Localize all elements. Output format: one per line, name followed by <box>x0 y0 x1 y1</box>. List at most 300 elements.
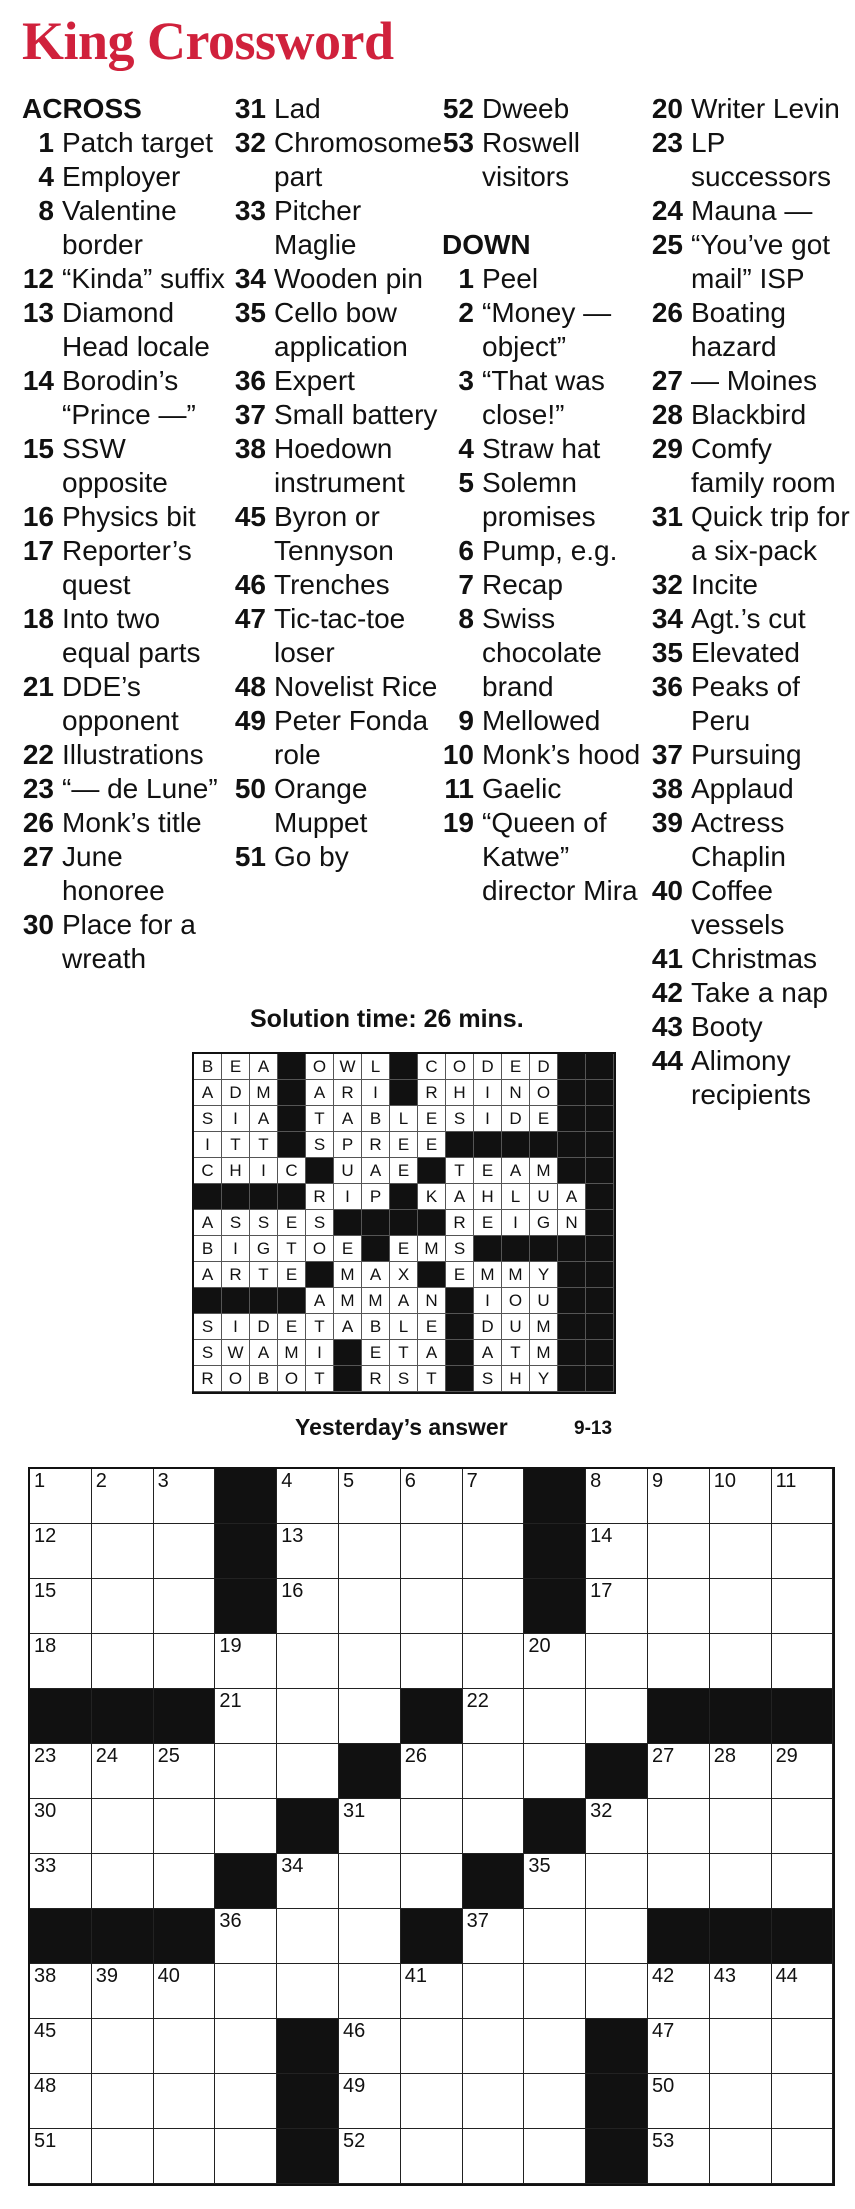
answer-letter: S <box>222 1210 250 1236</box>
answer-letter: S <box>194 1314 222 1340</box>
grid-square[interactable] <box>154 1964 216 2019</box>
answer-black-square <box>278 1184 306 1210</box>
grid-square[interactable] <box>30 1854 92 1909</box>
grid-square[interactable] <box>154 2019 216 2074</box>
grid-square[interactable] <box>772 2129 834 2184</box>
answer-letter: E <box>278 1262 306 1288</box>
square-number: 18 <box>34 1635 57 1657</box>
grid-square[interactable] <box>401 2129 463 2184</box>
down-clue <box>651 874 851 942</box>
answer-letter: D <box>250 1314 278 1340</box>
answer-black-square <box>558 1314 586 1340</box>
clue-text: “— de Lune” <box>62 773 218 804</box>
grid-square[interactable] <box>30 1744 92 1799</box>
down-clue <box>651 92 851 126</box>
answer-letter: T <box>306 1366 334 1392</box>
clue-number: 4 <box>38 161 54 192</box>
answer-black-square <box>558 1132 586 1158</box>
answer-letter: U <box>502 1314 530 1340</box>
grid-square[interactable] <box>586 1469 648 1524</box>
black-square <box>648 1909 710 1964</box>
clue-number: 8 <box>458 603 474 634</box>
grid-square[interactable] <box>339 2074 401 2129</box>
grid-square[interactable] <box>277 1964 339 2019</box>
grid-square[interactable] <box>524 2129 586 2184</box>
clue-number: 24 <box>651 195 683 226</box>
grid-square[interactable] <box>463 1579 525 1634</box>
answer-letter: D <box>474 1054 502 1080</box>
across-clue <box>234 772 439 840</box>
grid-square[interactable] <box>339 2129 401 2184</box>
grid-square[interactable] <box>215 1964 277 2019</box>
clue-text: LP successors <box>691 127 832 192</box>
grid-square[interactable] <box>524 1744 586 1799</box>
square-number: 22 <box>466 1690 489 1712</box>
across-list-c <box>442 92 647 194</box>
answer-black-square <box>586 1236 614 1262</box>
grid-square[interactable] <box>30 1469 92 1524</box>
grid-square[interactable] <box>401 1524 463 1579</box>
grid-square[interactable] <box>30 1579 92 1634</box>
down-clue <box>442 806 647 908</box>
square-number: 51 <box>34 2130 57 2152</box>
black-square <box>154 1689 216 1744</box>
answer-letter: E <box>334 1236 362 1262</box>
grid-square[interactable] <box>30 2129 92 2184</box>
grid-square[interactable] <box>154 1469 216 1524</box>
grid-square[interactable] <box>772 1469 834 1524</box>
down-clue <box>442 738 647 772</box>
clue-number: 27 <box>651 365 683 396</box>
grid-square[interactable] <box>710 1744 772 1799</box>
grid-square[interactable] <box>154 1524 216 1579</box>
down-clue <box>651 942 851 976</box>
grid-square[interactable] <box>277 1469 339 1524</box>
grid-square[interactable] <box>772 1634 834 1689</box>
answer-black-square <box>250 1184 278 1210</box>
grid-square[interactable] <box>339 1469 401 1524</box>
grid-square[interactable] <box>401 1854 463 1909</box>
square-number: 19 <box>219 1635 242 1657</box>
answer-black-square <box>558 1262 586 1288</box>
grid-square[interactable] <box>463 2019 525 2074</box>
answer-letter: E <box>390 1236 418 1262</box>
grid-square[interactable] <box>463 1799 525 1854</box>
grid-square[interactable] <box>401 1799 463 1854</box>
black-square <box>463 1854 525 1909</box>
grid-square[interactable] <box>401 1744 463 1799</box>
grid-square[interactable] <box>463 2074 525 2129</box>
grid-square[interactable] <box>772 2019 834 2074</box>
answer-letter: I <box>306 1340 334 1366</box>
square-number: 28 <box>713 1745 737 1767</box>
answer-black-square <box>334 1366 362 1392</box>
clue-number: 26 <box>651 297 683 328</box>
clue-number: 48 <box>234 671 266 702</box>
grid-square[interactable] <box>339 1689 401 1744</box>
grid-square[interactable] <box>463 1744 525 1799</box>
grid-square[interactable] <box>524 1964 586 2019</box>
grid-square[interactable] <box>277 1744 339 1799</box>
grid-square[interactable] <box>524 1854 586 1909</box>
black-square <box>30 1689 92 1744</box>
answer-black-square <box>278 1054 306 1080</box>
grid-square[interactable] <box>30 2074 92 2129</box>
grid-square[interactable] <box>154 1744 216 1799</box>
square-number: 16 <box>281 1580 304 1602</box>
down-clue <box>442 296 647 364</box>
grid-square[interactable] <box>277 1634 339 1689</box>
answer-letter: B <box>362 1106 390 1132</box>
grid-square[interactable] <box>30 1799 92 1854</box>
answer-letter: I <box>194 1132 222 1158</box>
grid-square[interactable] <box>586 1689 648 1744</box>
answer-black-square <box>418 1262 446 1288</box>
grid-square[interactable] <box>215 1799 277 1854</box>
grid-square[interactable] <box>772 2074 834 2129</box>
grid-square[interactable] <box>524 2019 586 2074</box>
grid-square[interactable] <box>648 1964 710 2019</box>
grid-square[interactable] <box>524 2074 586 2129</box>
grid-square[interactable] <box>339 1909 401 1964</box>
grid-square[interactable] <box>524 1909 586 1964</box>
grid-square[interactable] <box>463 1909 525 1964</box>
clue-number: 11 <box>444 773 474 804</box>
grid-square[interactable] <box>92 1524 154 1579</box>
grid-square[interactable] <box>30 1634 92 1689</box>
grid-square[interactable] <box>401 1634 463 1689</box>
grid-square[interactable] <box>339 1854 401 1909</box>
square-number: 26 <box>404 1745 428 1767</box>
clue-number: 43 <box>651 1011 683 1042</box>
across-clue <box>22 738 227 772</box>
grid-square[interactable] <box>586 1799 648 1854</box>
square-number: 38 <box>34 1965 57 1987</box>
square-number: 47 <box>651 2020 675 2042</box>
clue-text: Monk’s hood <box>482 739 641 770</box>
answer-letter: M <box>278 1340 306 1366</box>
answer-letter: R <box>306 1184 334 1210</box>
answer-letter: T <box>250 1132 278 1158</box>
grid-square[interactable] <box>586 1634 648 1689</box>
grid-square[interactable] <box>92 1634 154 1689</box>
grid-square[interactable] <box>277 1854 339 1909</box>
clue-number: 41 <box>651 943 683 974</box>
clue-text: Mellowed <box>482 705 601 736</box>
grid-square[interactable] <box>339 1524 401 1579</box>
grid-square[interactable] <box>772 1579 834 1634</box>
grid-square[interactable] <box>586 1579 648 1634</box>
answer-letter: E <box>362 1340 390 1366</box>
clue-text: Pump, e.g. <box>482 535 618 566</box>
square-number: 52 <box>342 2130 366 2152</box>
clue-column-3 <box>442 92 647 908</box>
clue-number: 44 <box>651 1045 683 1076</box>
clue-number: 23 <box>651 127 683 158</box>
across-list-b <box>234 92 443 874</box>
square-number: 49 <box>342 2075 366 2097</box>
answer-letter: E <box>418 1132 446 1158</box>
clue-number: 38 <box>234 433 266 464</box>
clue-text: Place for a wreath <box>62 909 196 974</box>
grid-square[interactable] <box>710 1799 772 1854</box>
across-clue <box>22 262 227 296</box>
grid-square[interactable] <box>92 1854 154 1909</box>
clue-number: 27 <box>22 841 54 872</box>
grid-square[interactable] <box>710 2019 772 2074</box>
square-number: 7 <box>466 1470 478 1492</box>
answer-letter: S <box>390 1366 418 1392</box>
clue-text: Lad <box>274 93 321 124</box>
square-number: 48 <box>34 2075 57 2097</box>
across-clue <box>22 534 227 602</box>
answer-letter: U <box>530 1184 558 1210</box>
clue-number: 34 <box>651 603 683 634</box>
square-number: 53 <box>651 2130 675 2152</box>
clue-text: Pursuing <box>691 739 802 770</box>
grid-square[interactable] <box>524 1689 586 1744</box>
grid-square[interactable] <box>401 2074 463 2129</box>
across-clue <box>22 194 227 262</box>
answer-black-square <box>334 1340 362 1366</box>
answer-letter: T <box>306 1314 334 1340</box>
grid-square[interactable] <box>154 1579 216 1634</box>
grid-square[interactable] <box>92 2074 154 2129</box>
clue-number: 34 <box>234 263 266 294</box>
grid-square[interactable] <box>215 2019 277 2074</box>
answer-letter: S <box>250 1210 278 1236</box>
clue-number: 49 <box>234 705 266 736</box>
clue-number: 1 <box>38 127 54 158</box>
grid-square[interactable] <box>648 2074 710 2129</box>
grid-square[interactable] <box>30 2019 92 2074</box>
answer-black-square <box>390 1210 418 1236</box>
across-clue <box>22 126 227 160</box>
clue-number: 30 <box>22 909 54 940</box>
clue-text: Expert <box>274 365 355 396</box>
clue-text: Novelist Rice <box>274 671 438 702</box>
grid-square[interactable] <box>648 2019 710 2074</box>
grid-square[interactable] <box>648 1744 710 1799</box>
grid-square[interactable] <box>154 1854 216 1909</box>
grid-square[interactable] <box>586 1909 648 1964</box>
answer-black-square <box>418 1210 446 1236</box>
grid-square[interactable] <box>277 1909 339 1964</box>
grid-square[interactable] <box>648 1799 710 1854</box>
answer-letter: T <box>250 1262 278 1288</box>
clue-number: 14 <box>22 365 54 396</box>
answer-letter: S <box>194 1340 222 1366</box>
grid-square[interactable] <box>648 1469 710 1524</box>
answer-letter: D <box>502 1106 530 1132</box>
across-clue <box>234 568 439 602</box>
grid-square[interactable] <box>401 2019 463 2074</box>
solution-time: Solution time: 26 mins. <box>250 1005 524 1033</box>
grid-square[interactable] <box>463 2129 525 2184</box>
grid-square[interactable] <box>215 2074 277 2129</box>
grid-square[interactable] <box>772 1524 834 1579</box>
grid-square[interactable] <box>339 1634 401 1689</box>
grid-square[interactable] <box>215 1909 277 1964</box>
grid-square[interactable] <box>772 1744 834 1799</box>
grid-square[interactable] <box>648 1524 710 1579</box>
square-number: 40 <box>157 1965 180 1987</box>
answer-black-square <box>446 1340 474 1366</box>
down-list-a <box>442 262 647 908</box>
answer-letter: T <box>222 1132 250 1158</box>
clue-text: Quick trip for a six-pack <box>691 501 850 566</box>
grid-square[interactable] <box>586 1964 648 2019</box>
grid-square[interactable] <box>277 1689 339 1744</box>
grid-square[interactable] <box>463 1634 525 1689</box>
clue-number: 31 <box>651 501 683 532</box>
answer-letter: S <box>306 1132 334 1158</box>
grid-square[interactable] <box>215 1689 277 1744</box>
answer-letter: L <box>390 1106 418 1132</box>
down-clue <box>651 636 851 670</box>
grid-square[interactable] <box>215 1744 277 1799</box>
answer-letter: T <box>418 1366 446 1392</box>
down-clue <box>651 670 851 738</box>
grid-square[interactable] <box>710 1964 772 2019</box>
grid-square[interactable] <box>463 1964 525 2019</box>
grid-square[interactable] <box>772 1964 834 2019</box>
answer-letter: T <box>278 1236 306 1262</box>
answer-black-square <box>446 1132 474 1158</box>
grid-square[interactable] <box>277 1579 339 1634</box>
answer-letter: G <box>250 1236 278 1262</box>
grid-square[interactable] <box>277 1524 339 1579</box>
grid-square[interactable] <box>339 2019 401 2074</box>
grid-square[interactable] <box>772 1854 834 1909</box>
answer-letter: O <box>446 1054 474 1080</box>
grid-square[interactable] <box>710 2074 772 2129</box>
down-clue <box>651 602 851 636</box>
grid-square[interactable] <box>339 1579 401 1634</box>
clue-text: Christmas <box>691 943 818 974</box>
square-number: 4 <box>281 1470 293 1492</box>
answer-letter: E <box>418 1314 446 1340</box>
grid-square[interactable] <box>710 1524 772 1579</box>
across-clue <box>234 364 439 398</box>
grid-square[interactable] <box>154 1634 216 1689</box>
answer-black-square <box>362 1236 390 1262</box>
answer-letter: S <box>474 1366 502 1392</box>
grid-square[interactable] <box>648 1634 710 1689</box>
clue-number: 5 <box>458 467 474 498</box>
across-clue <box>22 160 227 194</box>
grid-square[interactable] <box>401 1964 463 2019</box>
across-clue <box>234 602 439 670</box>
grid-square[interactable] <box>92 1744 154 1799</box>
across-clue <box>234 194 439 262</box>
clue-number: 32 <box>234 127 266 158</box>
square-number: 46 <box>342 2020 366 2042</box>
grid-square[interactable] <box>648 1579 710 1634</box>
answer-letter: B <box>362 1314 390 1340</box>
clue-text: DDE’s opponent <box>62 671 179 736</box>
grid-square[interactable] <box>772 1799 834 1854</box>
grid-square[interactable] <box>586 1854 648 1909</box>
clue-number: 32 <box>651 569 683 600</box>
answer-letter: S <box>306 1210 334 1236</box>
clue-text: Straw hat <box>482 433 601 464</box>
answer-black-square <box>558 1106 586 1132</box>
grid-square[interactable] <box>154 2129 216 2184</box>
clue-number: 4 <box>458 433 474 464</box>
clue-number: 20 <box>651 93 683 124</box>
square-number: 45 <box>34 2020 57 2042</box>
grid-square[interactable] <box>710 1854 772 1909</box>
down-clue <box>651 296 851 364</box>
clue-text: SSW opposite <box>62 433 168 498</box>
grid-square[interactable] <box>92 1964 154 2019</box>
clue-text: Alimony recipients <box>691 1045 811 1110</box>
answer-black-square <box>502 1132 530 1158</box>
grid-square[interactable] <box>648 2129 710 2184</box>
down-clue <box>651 398 851 432</box>
grid-square[interactable] <box>586 1524 648 1579</box>
across-clue <box>22 500 227 534</box>
grid-square[interactable] <box>401 1579 463 1634</box>
grid-square[interactable] <box>710 2129 772 2184</box>
black-square <box>215 1579 277 1634</box>
grid-square[interactable] <box>648 1854 710 1909</box>
answer-black-square <box>306 1158 334 1184</box>
answer-black-square <box>278 1288 306 1314</box>
clue-text: Dweeb <box>482 93 570 124</box>
grid-square[interactable] <box>154 1799 216 1854</box>
black-square <box>401 1909 463 1964</box>
grid-square[interactable] <box>215 2129 277 2184</box>
grid-square[interactable] <box>710 1469 772 1524</box>
grid-square[interactable] <box>92 2019 154 2074</box>
down-clue <box>651 738 851 772</box>
black-square <box>586 2129 648 2184</box>
grid-square[interactable] <box>92 1469 154 1524</box>
clue-number: 46 <box>234 569 266 600</box>
grid-square[interactable] <box>92 1799 154 1854</box>
clue-number: 53 <box>442 127 474 158</box>
grid-square[interactable] <box>710 1579 772 1634</box>
grid-square[interactable] <box>92 1579 154 1634</box>
answer-letter: I <box>222 1236 250 1262</box>
clue-number: 35 <box>234 297 266 328</box>
grid-square[interactable] <box>30 1964 92 2019</box>
answer-letter: A <box>558 1184 586 1210</box>
grid-square[interactable] <box>215 1634 277 1689</box>
grid-square[interactable] <box>339 1799 401 1854</box>
grid-square[interactable] <box>463 1524 525 1579</box>
grid-square[interactable] <box>401 1469 463 1524</box>
grid-square[interactable] <box>463 1469 525 1524</box>
grid-square[interactable] <box>710 1634 772 1689</box>
clue-column-2 <box>234 92 443 874</box>
clue-number: 36 <box>234 365 266 396</box>
answer-letter: R <box>194 1366 222 1392</box>
grid-square[interactable] <box>154 2074 216 2129</box>
answer-letter: I <box>334 1184 362 1210</box>
square-number: 1 <box>34 1470 46 1492</box>
grid-square[interactable] <box>524 1634 586 1689</box>
grid-square[interactable] <box>30 1524 92 1579</box>
grid-square[interactable] <box>92 2129 154 2184</box>
crossword-grid[interactable] <box>28 1467 835 2186</box>
black-square <box>524 1799 586 1854</box>
square-number: 29 <box>775 1745 798 1767</box>
grid-square[interactable] <box>463 1689 525 1744</box>
grid-square[interactable] <box>339 1964 401 2019</box>
